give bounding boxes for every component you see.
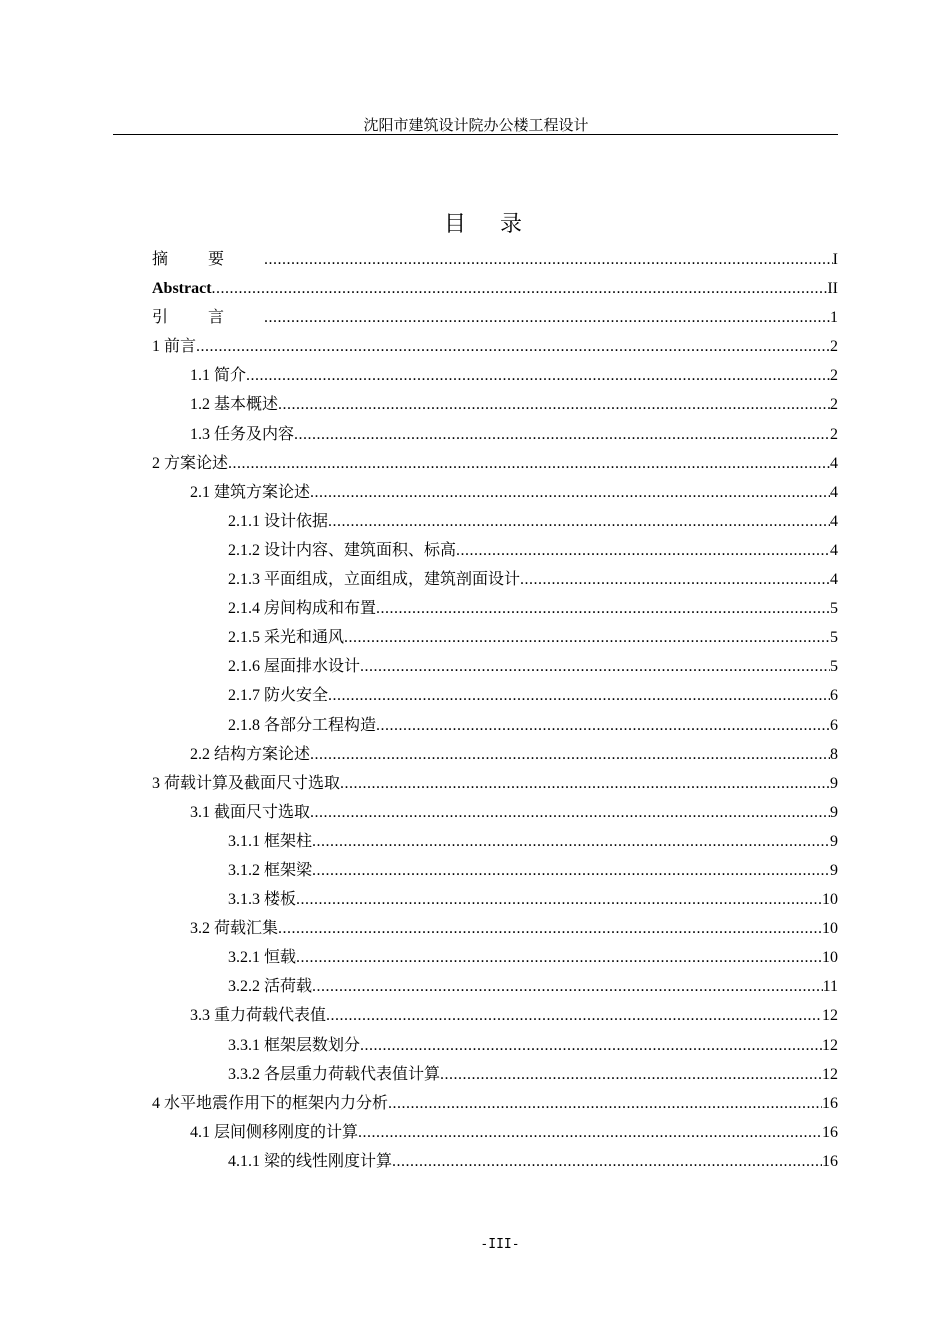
toc-entry[interactable] (152, 972, 838, 1001)
toc-entry-page: 16 (822, 1094, 838, 1112)
toc-entry-label: 3.2.1 恒载 (228, 949, 297, 967)
toc-entry-page: 6 (830, 687, 838, 705)
toc-entry-label: 3.1.2 框架梁 (228, 861, 313, 879)
toc-entry-page: 4 (830, 483, 838, 501)
toc-entry-page: 4 (830, 541, 838, 559)
dot-leader (278, 390, 830, 419)
page-number: -III- (480, 1237, 520, 1252)
toc-entry-label: 3 荷载计算及截面尺寸选取 (152, 774, 341, 792)
toc-entry[interactable] (152, 1060, 838, 1089)
toc-entry-page: 10 (822, 949, 838, 967)
toc-entry[interactable] (152, 1118, 838, 1147)
toc-entry[interactable] (152, 711, 838, 740)
toc-entry-page: 2 (830, 338, 838, 356)
toc-entry-label: 4.1.1 梁的线性刚度计算 (228, 1152, 393, 1170)
dot-leader (376, 711, 830, 740)
dot-leader (340, 769, 830, 798)
toc-entry-page: 16 (822, 1123, 838, 1141)
dot-leader (278, 914, 822, 943)
toc-entry[interactable] (152, 565, 838, 594)
dot-leader (294, 420, 830, 449)
toc-entry[interactable] (152, 332, 838, 361)
toc-entry[interactable] (152, 798, 838, 827)
toc-entry-page: 9 (830, 803, 838, 821)
toc-entry-page: 11 (822, 978, 838, 996)
toc-entry-page: 5 (830, 600, 838, 618)
toc-entry-label: 4 水平地震作用下的框架内力分析 (152, 1094, 389, 1112)
toc-entry[interactable] (152, 740, 838, 769)
toc-entry-label: 1.3 任务及内容 (190, 425, 295, 443)
toc-entry-page: 9 (830, 861, 838, 879)
toc-entry[interactable] (152, 856, 838, 885)
dot-leader (388, 1089, 822, 1118)
toc-entry[interactable] (152, 1001, 838, 1030)
dot-leader (310, 740, 830, 769)
toc-entry-label: 3.2 荷载汇集 (190, 920, 279, 938)
dot-leader (440, 1060, 822, 1089)
dot-leader (456, 536, 830, 565)
toc-entry-page: 4 (830, 512, 838, 530)
dot-leader (312, 972, 823, 1001)
toc-entry[interactable] (152, 594, 838, 623)
toc-entry-label: 2.1.5 采光和通风 (228, 629, 345, 647)
toc-entry-label: 2.1.7 防火安全 (228, 687, 329, 705)
toc-entry-label: 2.1.2 设计内容、建筑面积、标高 (228, 541, 457, 559)
toc-entry-label: 1.2 基本概述 (190, 396, 279, 414)
toc-entry[interactable] (152, 943, 838, 972)
toc-entry-page: 5 (830, 629, 838, 647)
toc-entry-page: II (827, 280, 838, 298)
toc-entry-page: 12 (822, 1065, 838, 1083)
dot-leader (312, 827, 830, 856)
dot-leader (296, 885, 822, 914)
dot-leader (246, 361, 830, 390)
toc-entry[interactable] (152, 681, 838, 710)
dot-leader (228, 449, 830, 478)
dot-leader (312, 856, 830, 885)
toc-entry[interactable] (152, 303, 838, 332)
dot-leader (328, 681, 830, 710)
toc-entry-label: 4.1 层间侧移刚度的计算 (190, 1123, 359, 1141)
toc-entry-page: 16 (822, 1152, 838, 1170)
dot-leader (326, 1001, 822, 1030)
toc-entry-page: 5 (830, 658, 838, 676)
toc-entry[interactable] (152, 914, 838, 943)
toc-entry[interactable] (152, 652, 838, 681)
dot-leader (296, 943, 822, 972)
dot-leader (360, 652, 830, 681)
toc-entry[interactable] (152, 420, 838, 449)
toc-entry[interactable] (152, 1089, 838, 1118)
toc-entry-label: 3.3.2 各层重力荷载代表值计算 (228, 1065, 441, 1083)
dot-leader (310, 478, 830, 507)
dot-leader (328, 507, 830, 536)
toc-entry-label: 摘要 (152, 251, 265, 268)
toc-entry[interactable] (152, 1031, 838, 1060)
dot-leader (196, 332, 830, 361)
toc-entry-label: 3.1 截面尺寸选取 (190, 803, 311, 821)
toc-entry[interactable] (152, 827, 838, 856)
dot-leader (392, 1147, 822, 1176)
toc-entry-page: 2 (830, 396, 838, 414)
toc-entry-label: 2.1.3 平面组成，立面组成，建筑剖面设计 (228, 571, 521, 589)
toc-entry-label: 3.1.3 楼板 (228, 891, 297, 909)
toc-entry[interactable] (152, 245, 838, 274)
dot-leader (376, 594, 830, 623)
toc-entry[interactable] (152, 885, 838, 914)
running-header: 沈阳市建筑设计院办公楼工程设计 (363, 116, 589, 134)
toc-entry[interactable] (152, 361, 838, 390)
dot-leader (358, 1118, 822, 1147)
toc-entry[interactable] (152, 1147, 838, 1176)
toc-entry[interactable] (152, 449, 838, 478)
toc-entry-page: 2 (830, 367, 838, 385)
toc-entry-label: 2 方案论述 (152, 454, 229, 472)
toc-entry-label: 1.1 简介 (190, 367, 247, 385)
header-rule (113, 134, 838, 135)
toc-entry[interactable] (152, 274, 838, 303)
dot-leader (264, 303, 830, 332)
toc-entry-page: 4 (830, 571, 838, 589)
toc-entry-page: 4 (830, 454, 838, 472)
toc-entry[interactable] (152, 478, 838, 507)
toc-entry-page: 10 (822, 920, 838, 938)
toc-entry-page: 12 (822, 1007, 838, 1025)
toc-entry-page: 10 (822, 891, 838, 909)
toc-entry-page: 1 (830, 309, 838, 327)
toc-entry-label: 2.1.8 各部分工程构造 (228, 716, 377, 734)
dot-leader (360, 1031, 822, 1060)
toc-entry-page: 6 (830, 716, 838, 734)
toc-entry[interactable] (152, 507, 838, 536)
toc-entry-label: 引言 (152, 309, 265, 327)
toc-entry[interactable] (152, 536, 838, 565)
dot-leader (212, 274, 828, 303)
toc-entry-page: 2 (830, 425, 838, 443)
toc-entry-page: 9 (830, 832, 838, 850)
dot-leader (310, 798, 830, 827)
toc-entry-label: 1 前言 (152, 338, 197, 356)
toc-entry-label: 3.3.1 框架层数划分 (228, 1036, 361, 1054)
toc-entry-label: 2.1 建筑方案论述 (190, 483, 311, 501)
toc-entry-label: 3.1.1 框架柱 (228, 832, 313, 850)
dot-leader (264, 245, 833, 274)
toc-entry-label: 3.3 重力荷载代表值 (190, 1007, 327, 1025)
toc-entry-page: 12 (822, 1036, 838, 1054)
toc-entry[interactable] (152, 623, 838, 652)
toc-entry-label: 2.1.6 屋面排水设计 (228, 658, 361, 676)
dot-leader (344, 623, 830, 652)
toc-entry-page: 8 (830, 745, 838, 763)
toc-entry-label: 2.2 结构方案论述 (190, 745, 311, 763)
toc-entry-label: 2.1.4 房间构成和布置 (228, 600, 377, 618)
toc-entry-page: 9 (830, 774, 838, 792)
toc-title: 目录 (443, 212, 556, 237)
toc-entry[interactable] (152, 769, 838, 798)
toc-entry[interactable] (152, 390, 838, 419)
toc-entry-page: I (832, 251, 838, 268)
toc-entry-label: Abstract (152, 280, 212, 298)
toc-entry-label: 2.1.1 设计依据 (228, 512, 329, 530)
dot-leader (520, 565, 830, 594)
toc-entry-label: 3.2.2 活荷载 (228, 978, 313, 996)
table-of-contents (152, 245, 838, 1176)
